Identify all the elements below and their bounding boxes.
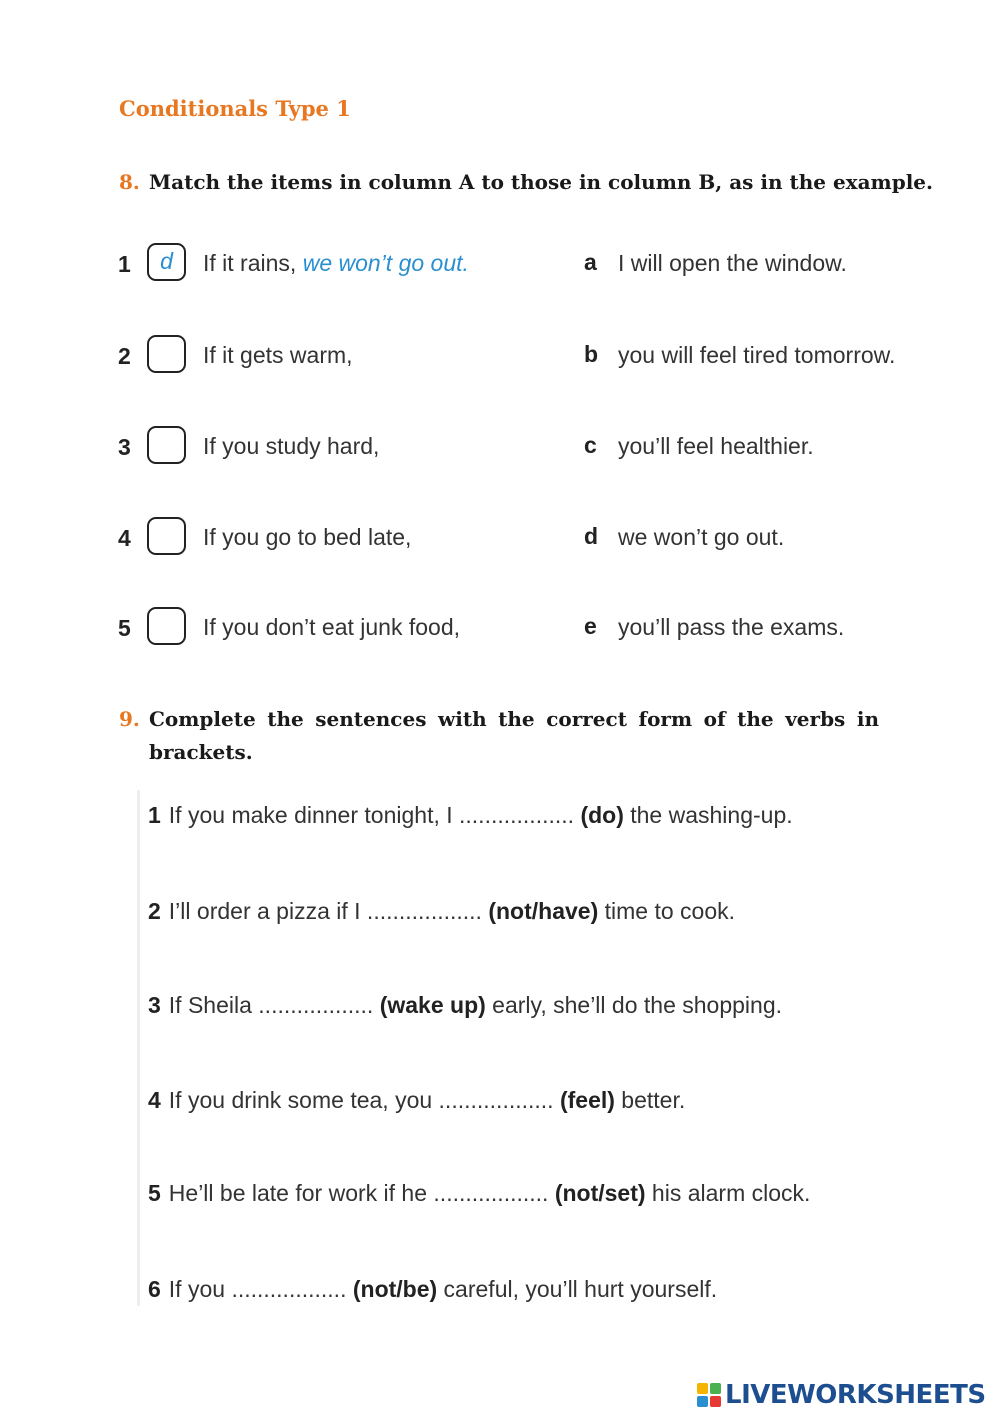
match-row-number: 4 xyxy=(118,525,131,551)
sentence-after: careful, you’ll hurt yourself. xyxy=(437,1276,718,1302)
sentence-number: 2 xyxy=(148,898,161,924)
verb-prompt: (do) xyxy=(580,802,624,828)
exercise-9-text: Complete the sentences with the correct form of the verbs in brackets. xyxy=(149,707,879,764)
column-a-text: If you study hard, xyxy=(203,433,380,459)
sentence-before: I’ll order a pizza if I .................. xyxy=(168,898,489,924)
liveworksheets-logo xyxy=(697,1380,986,1410)
example-answer: we won’t go out. xyxy=(302,250,469,276)
verb-prompt: (wake up) xyxy=(379,992,486,1018)
sentence-number: 4 xyxy=(148,1087,161,1113)
column-a-text: If it rains, xyxy=(203,250,303,276)
exercise-9-number: 9. xyxy=(119,707,140,731)
sentence-row xyxy=(148,1276,717,1303)
match-row xyxy=(0,517,1000,561)
column-a-text: If you go to bed late, xyxy=(203,524,412,550)
logo-text: LIVEWORKSHEETS xyxy=(725,1380,986,1410)
match-row-number: 2 xyxy=(118,343,131,369)
sentence-number: 3 xyxy=(148,992,161,1018)
sentence-before: If Sheila .................. xyxy=(168,992,380,1018)
column-a-item xyxy=(203,433,379,460)
column-b-letter: c xyxy=(584,432,597,458)
sentence-number: 5 xyxy=(148,1180,161,1206)
exercise-8-text: Match the items in column A to those in column B, as in the example. xyxy=(149,170,933,194)
match-row xyxy=(0,243,1000,287)
sentence-row xyxy=(148,992,782,1019)
sentence-before: If you .................. xyxy=(168,1276,353,1302)
column-a-item xyxy=(203,524,411,551)
column-a-item xyxy=(203,250,469,277)
match-row xyxy=(0,607,1000,651)
answer-box[interactable]: d xyxy=(147,243,186,281)
verb-prompt: (not/set) xyxy=(554,1180,646,1206)
exercise-8-instruction xyxy=(119,170,933,194)
match-row xyxy=(0,335,1000,379)
sentence-after: better. xyxy=(614,1087,686,1113)
liveworksheets-logo-icon xyxy=(697,1383,721,1407)
column-b-item: you will feel tired tomorrow. xyxy=(618,342,896,368)
sentence-before: If you make dinner tonight, I .................. xyxy=(168,802,581,828)
worksheet-title: Conditionals Type 1 xyxy=(119,96,351,121)
column-b-letter: a xyxy=(584,249,597,275)
column-b-letter: e xyxy=(584,613,597,639)
column-a-item xyxy=(203,614,460,641)
sentence-before: If you drink some tea, you .................. xyxy=(168,1087,560,1113)
answer-box[interactable] xyxy=(147,517,186,555)
match-row xyxy=(0,426,1000,470)
sentence-row xyxy=(148,1180,810,1207)
column-a-text: If it gets warm, xyxy=(203,342,353,368)
sentence-after: time to cook. xyxy=(598,898,736,924)
sentence-row xyxy=(148,1087,685,1114)
sentence-before: He’ll be late for work if he .................. xyxy=(168,1180,555,1206)
match-row-number: 3 xyxy=(118,434,131,460)
sentence-after: his alarm clock. xyxy=(645,1180,811,1206)
column-a-item xyxy=(203,342,353,369)
verb-prompt: (not/have) xyxy=(488,898,599,924)
sentence-number: 6 xyxy=(148,1276,161,1302)
column-a-text: If you don’t eat junk food, xyxy=(203,614,461,640)
column-b-item: I will open the window. xyxy=(618,250,847,276)
sentence-margin-line xyxy=(137,790,140,1306)
column-b-item: you’ll feel healthier. xyxy=(618,433,814,459)
exercise-8-number: 8. xyxy=(119,170,140,194)
column-b-letter: b xyxy=(584,341,599,367)
match-row-number: 1 xyxy=(118,251,131,277)
verb-prompt: (feel) xyxy=(559,1087,615,1113)
sentence-after: the washing-up. xyxy=(623,802,793,828)
answer-box[interactable] xyxy=(147,607,186,645)
answer-box[interactable] xyxy=(147,426,186,464)
answer-box[interactable] xyxy=(147,335,186,373)
sentence-number: 1 xyxy=(148,802,161,828)
exercise-9-instruction xyxy=(119,703,879,764)
match-row-number: 5 xyxy=(118,615,131,641)
column-b-item: you’ll pass the exams. xyxy=(618,614,845,640)
verb-prompt: (not/be) xyxy=(352,1276,438,1302)
column-b-letter: d xyxy=(584,523,599,549)
sentence-after: early, she’ll do the shopping. xyxy=(485,992,783,1018)
column-b-item: we won’t go out. xyxy=(618,524,785,550)
sentence-row xyxy=(148,802,793,829)
sentence-row xyxy=(148,898,735,925)
